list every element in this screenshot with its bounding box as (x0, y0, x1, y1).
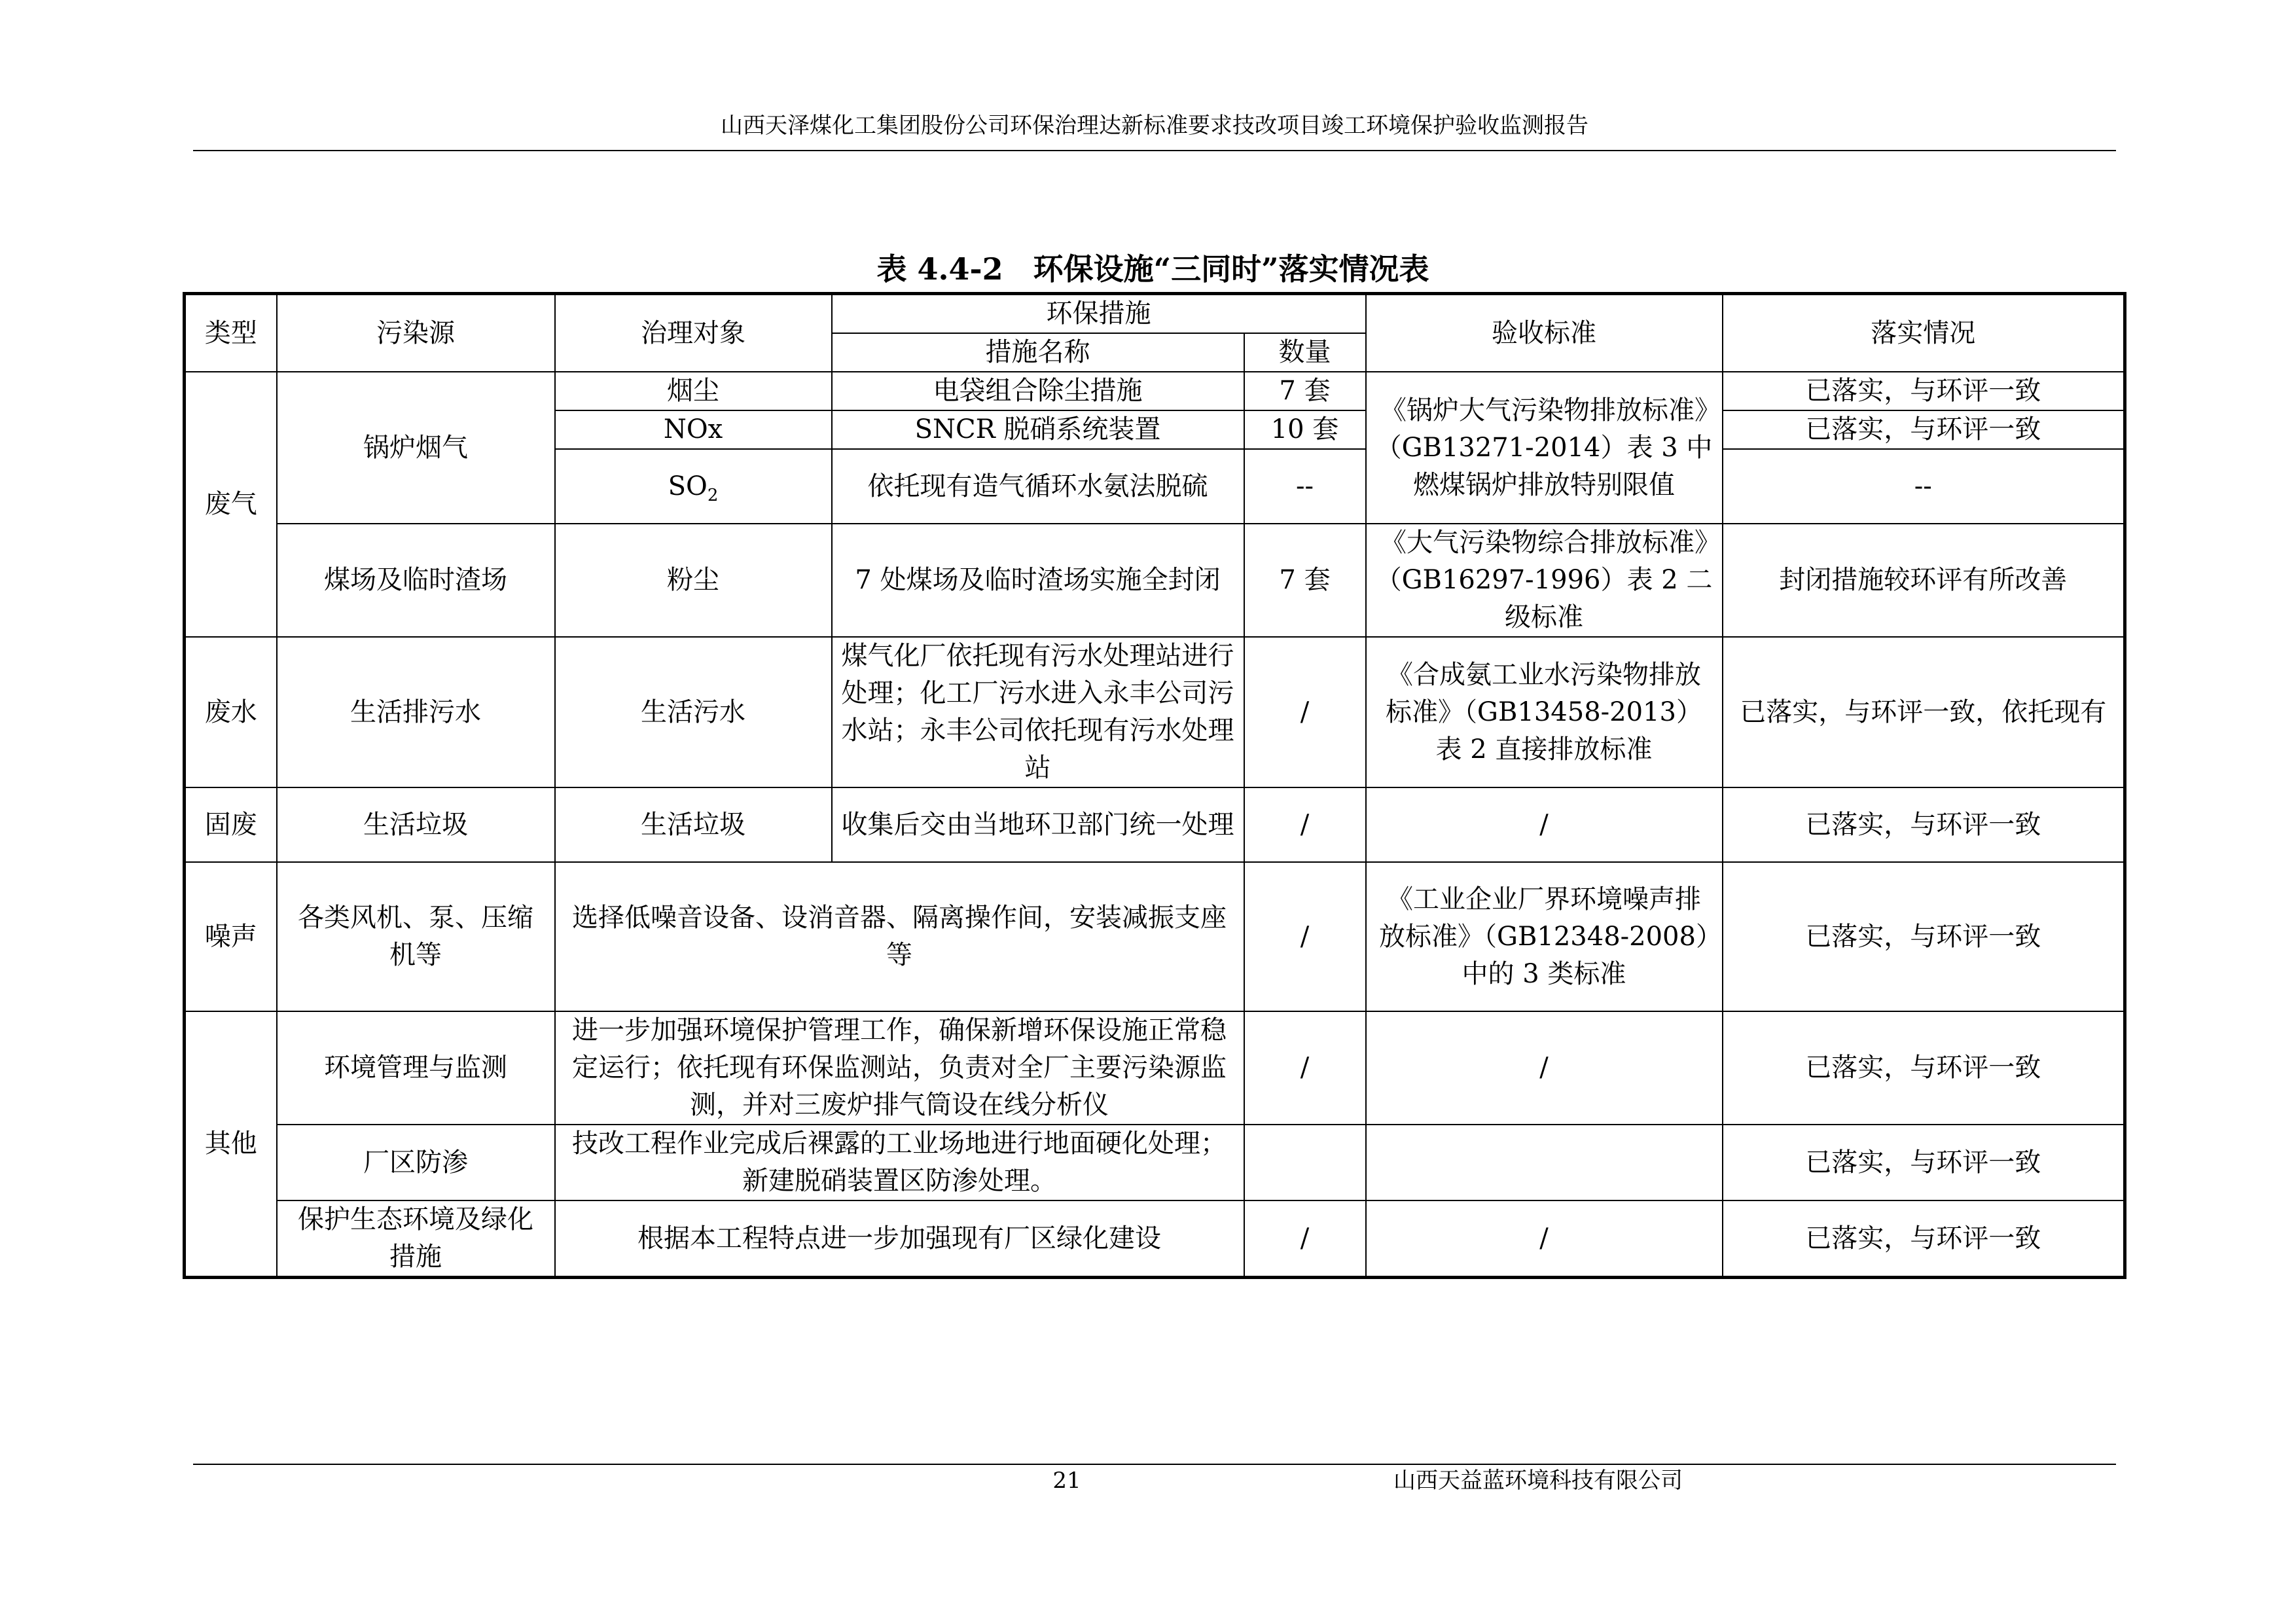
quantity-cell: 7 套 (1244, 524, 1366, 637)
so2-subscript: 2 (707, 485, 719, 505)
target-cell: 烟尘 (555, 372, 832, 410)
table-row (185, 1011, 2125, 1125)
table-row (185, 524, 2125, 637)
measure-cell: 技改工程作业完成后裸露的工业场地进行地面硬化处理；新建脱硝装置区防渗处理。 (555, 1125, 1244, 1200)
quantity-cell: 10 套 (1244, 410, 1366, 449)
quantity-cell: 7 套 (1244, 372, 1366, 410)
table-row (185, 637, 2125, 787)
source-cell: 生活垃圾 (277, 787, 555, 862)
standard-cell: / (1366, 787, 1723, 862)
table-row (185, 787, 2125, 862)
target-cell: 生活污水 (555, 637, 832, 787)
status-cell: 封闭措施较环评有所改善 (1723, 524, 2125, 637)
measure-cell: 根据本工程特点进一步加强现有厂区绿化建设 (555, 1200, 1244, 1278)
status-cell: 已落实，与环评一致 (1723, 1125, 2125, 1200)
header-quantity: 数量 (1244, 333, 1366, 372)
quantity-cell: / (1244, 862, 1366, 1011)
footer-company: 山西天益蓝环境科技有限公司 (1393, 1468, 1683, 1494)
so2-label: SO (668, 471, 708, 501)
standard-cell: 《锅炉大气污染物排放标准》（GB13271-2014）表 3 中燃煤锅炉排放特别限值 (1366, 372, 1723, 524)
status-cell: 已落实，与环评一致 (1723, 862, 2125, 1011)
source-cell: 厂区防渗 (277, 1125, 555, 1200)
table-header-row (185, 294, 2125, 334)
facilities-table (183, 292, 2126, 1279)
table-row (185, 372, 2125, 410)
standard-cell: / (1366, 1011, 1723, 1125)
quantity-cell (1244, 1125, 1366, 1200)
type-cell: 噪声 (185, 862, 277, 1011)
status-cell: 已落实，与环评一致，依托现有 (1723, 637, 2125, 787)
measure-cell: 选择低噪音设备、设消音器、隔离操作间，安装减振支座等 (555, 862, 1244, 1011)
status-cell: 已落实，与环评一致 (1723, 1011, 2125, 1125)
standard-cell: 《工业企业厂界环境噪声排放标准》（GB12348-2008）中的 3 类标准 (1366, 862, 1723, 1011)
header-standard: 验收标准 (1366, 294, 1723, 372)
table-row (185, 862, 2125, 1011)
source-cell: 保护生态环境及绿化措施 (277, 1200, 555, 1278)
type-cell: 固废 (185, 787, 277, 862)
source-cell: 锅炉烟气 (277, 372, 555, 524)
source-cell: 各类风机、泵、压缩机等 (277, 862, 555, 1011)
standard-cell: / (1366, 1200, 1723, 1278)
source-cell: 生活排污水 (277, 637, 555, 787)
quantity-cell: -- (1244, 449, 1366, 524)
target-cell: NOx (555, 410, 832, 449)
type-cell: 其他 (185, 1011, 277, 1278)
measure-cell: 电袋组合除尘措施 (832, 372, 1244, 410)
table-caption: 表 4.4-2 环保设施“三同时”落实情况表 (876, 251, 1429, 287)
header-divider (193, 150, 2116, 151)
header-target: 治理对象 (555, 294, 832, 372)
measure-cell: 进一步加强环境保护管理工作，确保新增环保设施正常稳定运行；依托现有环保监测站，负责对全厂主要污染源监测，并对三废炉排气筒设在线分析仪 (555, 1011, 1244, 1125)
header-status: 落实情况 (1723, 294, 2125, 372)
type-cell: 废气 (185, 372, 277, 637)
standard-cell (1366, 1125, 1723, 1200)
status-cell: -- (1723, 449, 2125, 524)
status-cell: 已落实，与环评一致 (1723, 787, 2125, 862)
status-cell: 已落实，与环评一致 (1723, 1200, 2125, 1278)
table-row (185, 1125, 2125, 1200)
quantity-cell: / (1244, 787, 1366, 862)
quantity-cell: / (1244, 637, 1366, 787)
measure-cell: 7 处煤场及临时渣场实施全封闭 (832, 524, 1244, 637)
standard-cell: 《合成氨工业水污染物排放标准》（GB13458-2013）表 2 直接排放标准 (1366, 637, 1723, 787)
quantity-cell: / (1244, 1011, 1366, 1125)
target-cell: 粉尘 (555, 524, 832, 637)
measure-cell: SNCR 脱硝系统装置 (832, 410, 1244, 449)
measure-cell: 收集后交由当地环卫部门统一处理 (832, 787, 1244, 862)
header-source: 污染源 (277, 294, 555, 372)
table-row (185, 1200, 2125, 1278)
measure-cell: 煤气化厂依托现有污水处理站进行处理；化工厂污水进入永丰公司污水站；永丰公司依托现有污水处理站 (832, 637, 1244, 787)
header-type: 类型 (185, 294, 277, 372)
target-cell: 生活垃圾 (555, 787, 832, 862)
header-measures: 环保措施 (832, 294, 1366, 334)
running-header: 山西天泽煤化工集团股份公司环保治理达新标准要求技改项目竣工环境保护验收监测报告 (721, 113, 1588, 139)
header-measure-name: 措施名称 (832, 333, 1244, 372)
footer-divider (193, 1464, 2116, 1465)
status-cell: 已落实，与环评一致 (1723, 372, 2125, 410)
page-number: 21 (1052, 1468, 1081, 1494)
source-cell: 环境管理与监测 (277, 1011, 555, 1125)
quantity-cell: / (1244, 1200, 1366, 1278)
type-cell: 废水 (185, 637, 277, 787)
measure-cell: 依托现有造气循环水氨法脱硫 (832, 449, 1244, 524)
status-cell: 已落实，与环评一致 (1723, 410, 2125, 449)
source-cell: 煤场及临时渣场 (277, 524, 555, 637)
standard-cell: 《大气污染物综合排放标准》（GB16297-1996）表 2 二级标准 (1366, 524, 1723, 637)
target-cell (555, 449, 832, 524)
